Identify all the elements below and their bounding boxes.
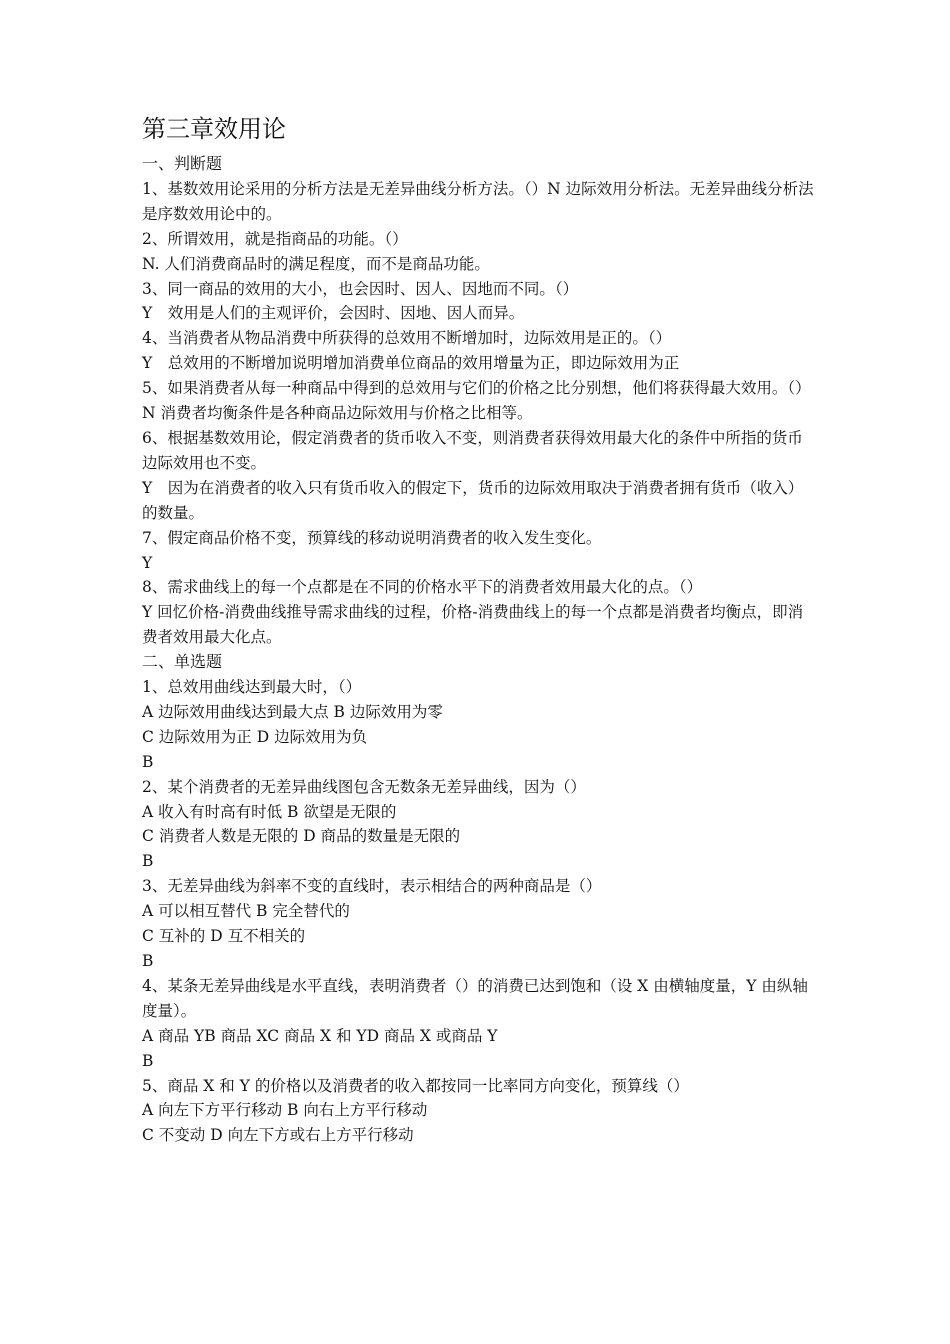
section-heading: 二、单选题 (142, 652, 223, 672)
text-line: 5、如果消费者从每一种商品中得到的总效用与它们的价格之比分别想，他们将获得最大效用。（） (142, 379, 811, 398)
text-line: Y 因为在消费者的收入只有货币收入的假定下，货币的边际效用取决于消费者拥有货币（收入）的数量。 (142, 478, 804, 522)
text-line: A 收入有时高有时低 B 欲望是无限的 (142, 802, 397, 821)
text-line: 2、所谓效用，就是指商品的功能。（） (142, 229, 408, 248)
text-line: 1、基数效用论采用的分析方法是无差异曲线分析方法。（）N 边际效用分析法。无差异曲线分析法是序数效用论中的。 (142, 179, 814, 223)
document-body (142, 152, 814, 1148)
text-line: C 边际效用为正 D 边际效用为负 (142, 727, 368, 746)
text-line: 3、无差异曲线为斜率不变的直线时，表示相结合的两种商品是（） (142, 877, 602, 896)
text-line: 4、某条无差异曲线是水平直线，表明消费者（）的消费已达到饱和（设 X 由横轴度量，Y 由纵轴度量）。 (142, 976, 808, 1020)
text-line: 5、商品 X 和 Y 的价格以及消费者的收入都按同一比率同方向变化，预算线（） (142, 1076, 689, 1095)
page-title: 第三章效用论 (142, 115, 286, 143)
text-line: 8、需求曲线上的每一个点都是在不同的价格水平下的消费者效用最大化的点。（） (142, 578, 703, 597)
text-line: Y 总效用的不断增加说明增加消费单位商品的效用增量为正，即边际效用为正 (142, 354, 680, 373)
text-line: B (142, 1051, 154, 1070)
document-page (142, 112, 814, 1148)
text-line: A 可以相互替代 B 完全替代的 (142, 902, 350, 921)
text-line: A 向左下方平行移动 B 向右上方平行移动 (142, 1101, 428, 1120)
text-line: A 边际效用曲线达到最大点 B 边际效用为零 (142, 702, 443, 721)
text-line: C 不变动 D 向左下方或右上方平行移动 (142, 1126, 414, 1145)
text-line: Y 效用是人们的主观评价，会因时、因地、因人而异。 (142, 304, 525, 323)
text-line: B (142, 952, 154, 970)
text-line: C 消费者人数是无限的 D 商品的数量是无限的 (142, 827, 461, 846)
text-line: 1、总效用曲线达到最大时，（） (142, 678, 362, 697)
text-line: N. 人们消费商品时的满足程度，而不是商品功能。 (142, 254, 490, 273)
text-line: A 商品 YB 商品 XC 商品 X 和 YD 商品 X 或商品 Y (142, 1026, 498, 1045)
text-line: 7、假定商品价格不变，预算线的移动说明消费者的收入发生变化。 (142, 528, 602, 547)
text-line: C 互补的 D 互不相关的 (142, 927, 306, 946)
text-line: 3、同一商品的效用的大小，也会因时、因人、因地而不同。（） (142, 279, 579, 298)
section-heading: 一、判断题 (142, 154, 223, 173)
text-line: 6、根据基数效用论，假定消费者的货币收入不变，则消费者获得效用最大化的条件中所指的货币边际效用也不变。 (142, 428, 803, 472)
text-line: Y (142, 553, 153, 572)
text-line: B (142, 752, 154, 771)
text-line: B (142, 852, 154, 871)
text-line: 2、某个消费者的无差异曲线图包含无数条无差异曲线，因为（） (142, 777, 586, 796)
text-line: 4、当消费者从物品消费中所获得的总效用不断增加时，边际效用是正的。（） (142, 329, 672, 348)
text-line: Y 回忆价格-消费曲线推导需求曲线的过程，价格-消费曲线上的每一个点都是消费者均衡点，即消费者效用最大化点。 (142, 603, 804, 647)
text-line: N 消费者均衡条件是各种商品边际效用与价格之比相等。 (142, 404, 533, 423)
